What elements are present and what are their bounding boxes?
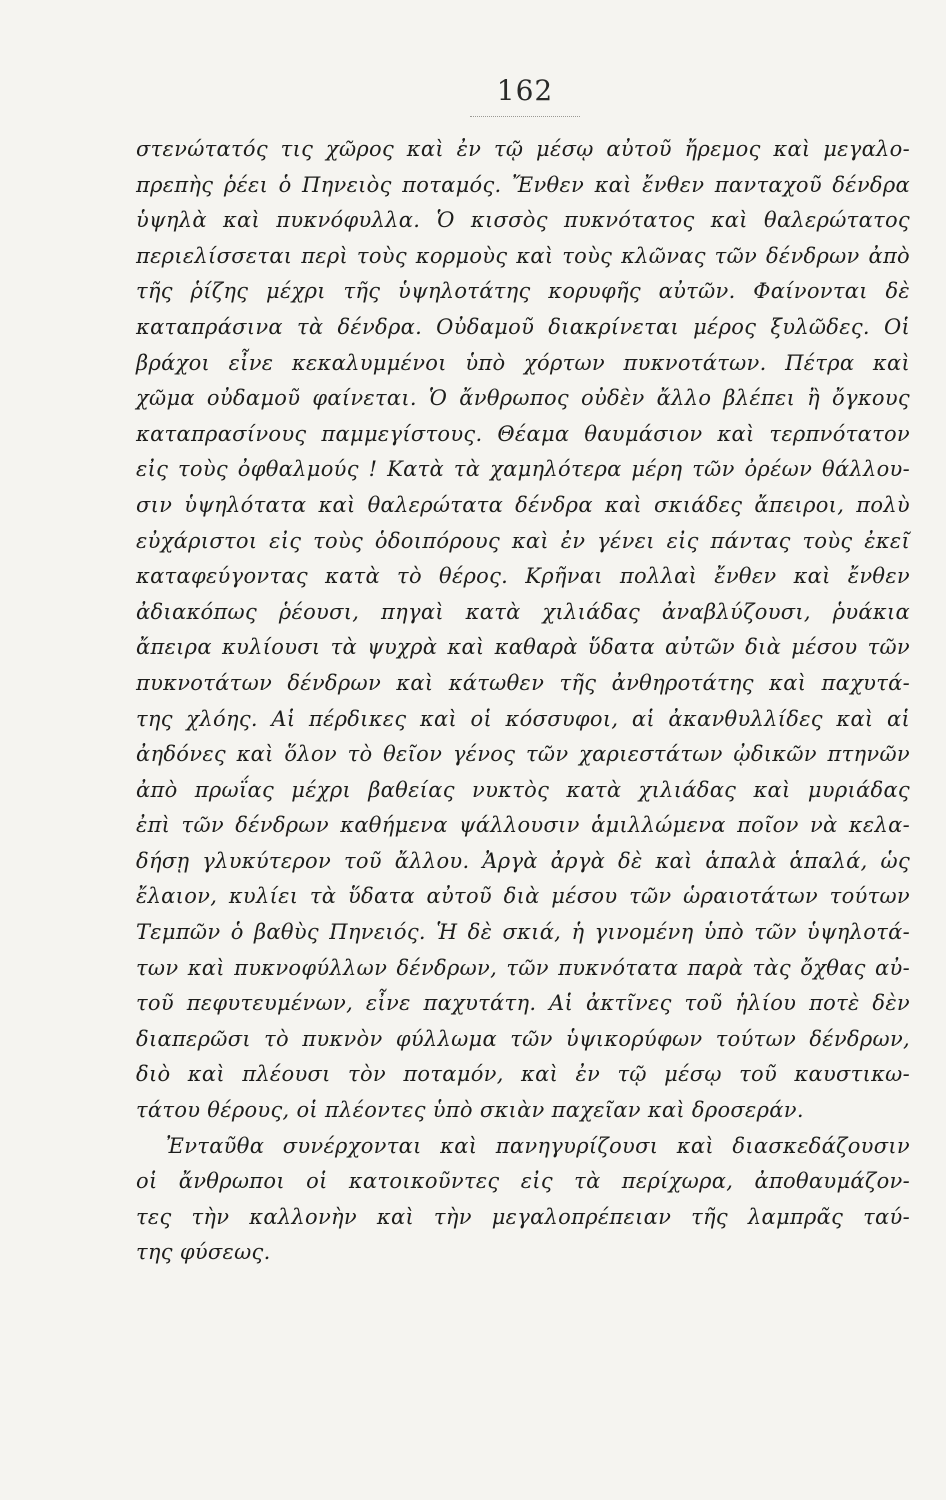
text-line: της χλόης. Αἱ πέρδικες καὶ οἱ κόσσυφοι, αἱ ἀκανθυλλίδες καὶ αἱ [136,706,910,731]
page-number-rule [470,116,580,117]
page-number: 162 [496,74,554,107]
paragraph-end-line: της φύσεως. [136,1240,271,1265]
text-line: τες τὴν καλλονὴν καὶ τὴν μεγαλοπρέπειαν τῆς λαμπρᾶς ταύ- [136,1204,910,1229]
text-line: πυκνοτάτων δένδρων καὶ κάτωθεν τῆς ἀνθηροτάτης καὶ παχυτά- [136,670,910,695]
text-line: καταφεύγοντας κατὰ τὸ θέρος. Κρῆναι πολλαὶ ἔνθεν καὶ ἔνθεν [136,564,910,589]
text-line: ἀηδόνες καὶ ὅλον τὸ θεῖον γένος τῶν χαριεστάτων ᾠδικῶν πτηνῶν [136,742,910,767]
text-line: ὑψηλὰ καὶ πυκνόφυλλα. Ὁ κισσὸς πυκνότατος καὶ θαλερώτατος [136,208,910,233]
text-line: καταπράσινα τὰ δένδρα. Οὐδαμοῦ διακρίνεται μέρος ξυλῶδες. Οἱ [136,314,910,339]
text-line: διὸ καὶ πλέουσι τὸν ποταμόν, καὶ ἐν τῷ μέσῳ τοῦ καυστικω- [136,1062,910,1087]
text-line: ἐπὶ τῶν δένδρων καθήμενα ψάλλουσιν ἁμιλλώμενα ποῖον νὰ κελα- [136,813,910,838]
text-line: εἰς τοὺς ὀφθαλμούς ! Κατὰ τὰ χαμηλότερα μέρη τῶν ὀρέων θάλλου- [136,457,910,482]
text-line: εὐχάριστοι εἰς τοὺς ὁδοιπόρους καὶ ἐν γένει εἰς πάντας τοὺς ἐκεῖ [136,528,910,553]
text-line: τοῦ πεφυτευμένων, εἶνε παχυτάτη. Αἱ ἀκτῖνες τοῦ ἡλίου ποτὲ δὲν [136,991,910,1016]
text-line: περιελίσσεται περὶ τοὺς κορμοὺς καὶ τοὺς κλῶνας τῶν δένδρων ἀπὸ [136,243,910,268]
text-line: ἀπὸ πρωΐας μέχρι βαθείας νυκτὸς κατὰ χιλιάδας καὶ μυριάδας [136,777,910,802]
body-text [136,132,910,1271]
text-line: οἱ ἄνθρωποι οἱ κατοικοῦντες εἰς τὰ περίχωρα, ἀποθαυμάζον- [136,1169,910,1194]
text-line: ἄπειρα κυλίουσι τὰ ψυχρὰ καὶ καθαρὰ ὕδατα αὐτῶν διὰ μέσου τῶν [136,635,910,660]
text-line: των καὶ πυκνοφύλλων δένδρων, τῶν πυκνότατα παρὰ τὰς ὄχθας αὐ- [136,955,910,980]
text-line: στενώτατός τις χῶρος καὶ ἐν τῷ μέσῳ αὐτοῦ ἤρεμος καὶ μεγαλο- [136,137,910,161]
text-line: πρεπὴς ῥέει ὁ Πηνειὸς ποταμός. Ἔνθεν καὶ ἔνθεν πανταχοῦ δένδρα [136,172,910,197]
text-line: ἔλαιον, κυλίει τὰ ὕδατα αὐτοῦ διὰ μέσου τῶν ὡραιοτάτων τούτων [136,884,910,909]
text-line: σιν ὑψηλότατα καὶ θαλερώτατα δένδρα καὶ σκιάδες ἄπειροι, πολὺ [136,492,910,517]
text-line: καταπρασίνους παμμεγίστους. Θέαμα θαυμάσιον καὶ τερπνότατον [136,421,910,446]
paragraph-start-line: Ἐνταῦθα συνέρχονται καὶ πανηγυρίζουσι καὶ διασκεδάζουσιν [166,1133,910,1158]
text-line: τῆς ῥίζης μέχρι τῆς ὑψηλοτάτης κορυφῆς αὐτῶν. Φαίνονται δὲ [136,279,910,304]
text-line: χῶμα οὐδαμοῦ φαίνεται. Ὁ ἄνθρωπος οὐδὲν ἄλλο βλέπει ἢ ὄγκους [136,386,910,411]
text-line: διαπερῶσι τὸ πυκνὸν φύλλωμα τῶν ὑψικορύφων τούτων δένδρων, [136,1026,910,1051]
text-line: βράχοι εἶνε κεκαλυμμένοι ὑπὸ χόρτων πυκνοτάτων. Πέτρα καὶ [136,350,910,375]
paragraph-end-line: τάτου θέρους, οἱ πλέοντες ὑπὸ σκιὰν παχεῖαν καὶ δροσεράν. [136,1098,804,1123]
text-line: Τεμπῶν ὁ βαθὺς Πηνειός. Ἡ δὲ σκιά, ἡ γινομένη ὑπὸ τῶν ὑψηλοτά- [136,920,910,945]
text-line: ἀδιακόπως ῥέουσι, πηγαὶ κατὰ χιλιάδας ἀναβλύζουσι, ῥυάκια [136,599,910,624]
text-line: δήσῃ γλυκύτερον τοῦ ἄλλου. Ἀργὰ ἀργὰ δὲ καὶ ἁπαλὰ ἁπαλά, ὡς [136,848,910,873]
